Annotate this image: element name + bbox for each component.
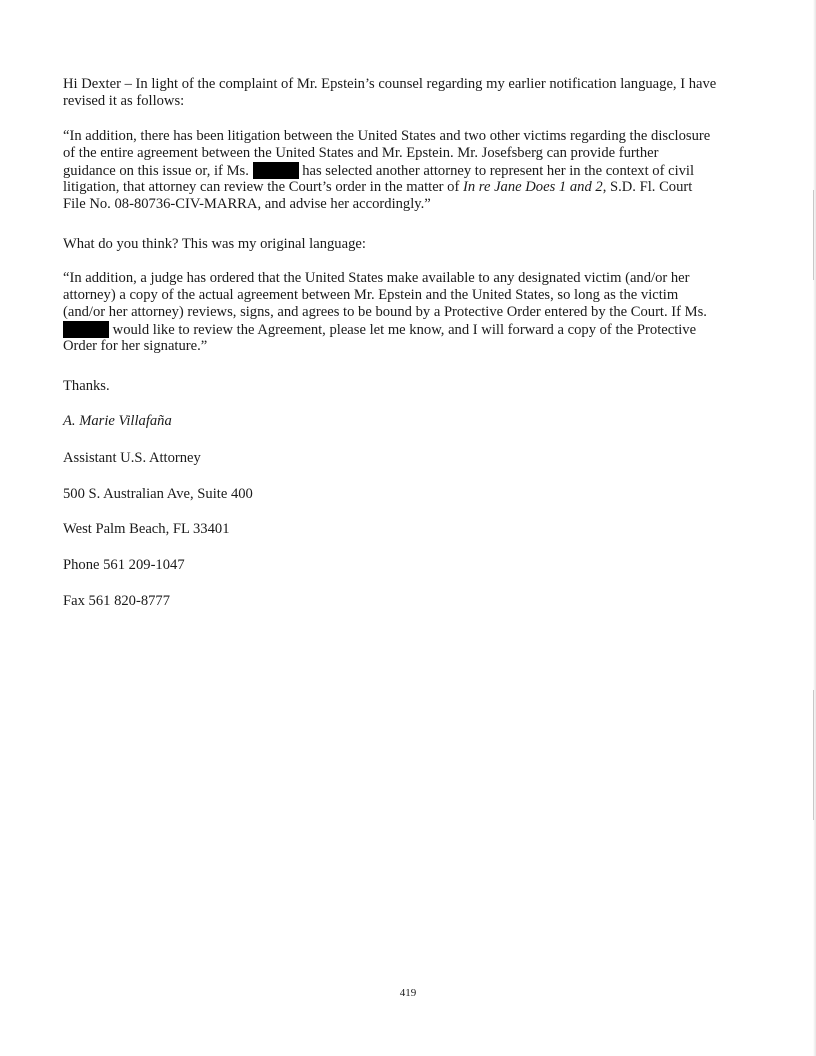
revised-quote-line-3-end: has selected another attorney to represent her in the context of civil [302, 163, 695, 179]
original-quote-line-2: attorney) a copy of the actual agreement between Mr. Epstein and the United States, so long as the victim [63, 287, 679, 303]
signature-title: Assistant U.S. Attorney [63, 450, 201, 466]
question-text: What do you think? This was my original language: [63, 236, 366, 252]
redaction-box [63, 321, 109, 338]
revised-quote-line-1: “In addition, there has been litigation between the United States and two other victims regarding the disclosure [63, 128, 711, 144]
greeting-paragraph [63, 76, 753, 110]
signature-address: 500 S. Australian Ave, Suite 400 [63, 486, 253, 502]
scan-edge-mark [813, 690, 814, 820]
redaction-box [253, 162, 299, 179]
original-quote-paragraph [63, 270, 753, 355]
signature-city: West Palm Beach, FL 33401 [63, 521, 230, 537]
original-quote-line-4 [63, 321, 753, 338]
signature-name: A. Marie Villafaña [63, 413, 172, 429]
original-quote-line-1: “In addition, a judge has ordered that the United States make available to any designated victim (and/or her [63, 270, 690, 286]
signature-phone: Phone 561 209-1047 [63, 557, 185, 573]
revised-quote-line-5: File No. 08-80736-CIV-MARRA, and advise her accordingly.” [63, 196, 431, 212]
original-quote-line-5: Order for her signature.” [63, 338, 208, 354]
greeting-line-1: Hi Dexter – In light of the complaint of Mr. Epstein’s counsel regarding my earlier notification language, I have [63, 76, 717, 92]
original-quote-line-4-end: would like to review the Agreement, please let me know, and I will forward a copy of the Protective [112, 322, 697, 338]
original-quote-line-3: (and/or her attorney) reviews, signs, and agrees to be bound by a Protective Order entered by the Court. If Ms. [63, 304, 707, 320]
revised-quote-line-3-start: guidance on this issue or, if Ms. [63, 163, 249, 179]
scan-edge-mark [813, 190, 814, 280]
signature-fax: Fax 561 820-8777 [63, 593, 171, 609]
revised-quote-line-4-end: , S.D. Fl. Court [602, 179, 693, 195]
greeting-line-2: revised it as follows: [63, 93, 185, 109]
page-number: 419 [399, 987, 417, 999]
revised-quote-line-4-start: litigation, that attorney can review the Court’s order in the matter of [63, 179, 463, 195]
revised-quote-line-4 [63, 179, 753, 196]
closing: Thanks. [63, 378, 110, 394]
case-name: In re Jane Does 1 and 2 [463, 179, 603, 195]
revised-quote-paragraph [63, 128, 753, 213]
question-line [63, 236, 753, 253]
revised-quote-line-3 [63, 162, 753, 179]
revised-quote-line-2: of the entire agreement between the United States and Mr. Epstein. Mr. Josefsberg can provide further [63, 145, 659, 161]
